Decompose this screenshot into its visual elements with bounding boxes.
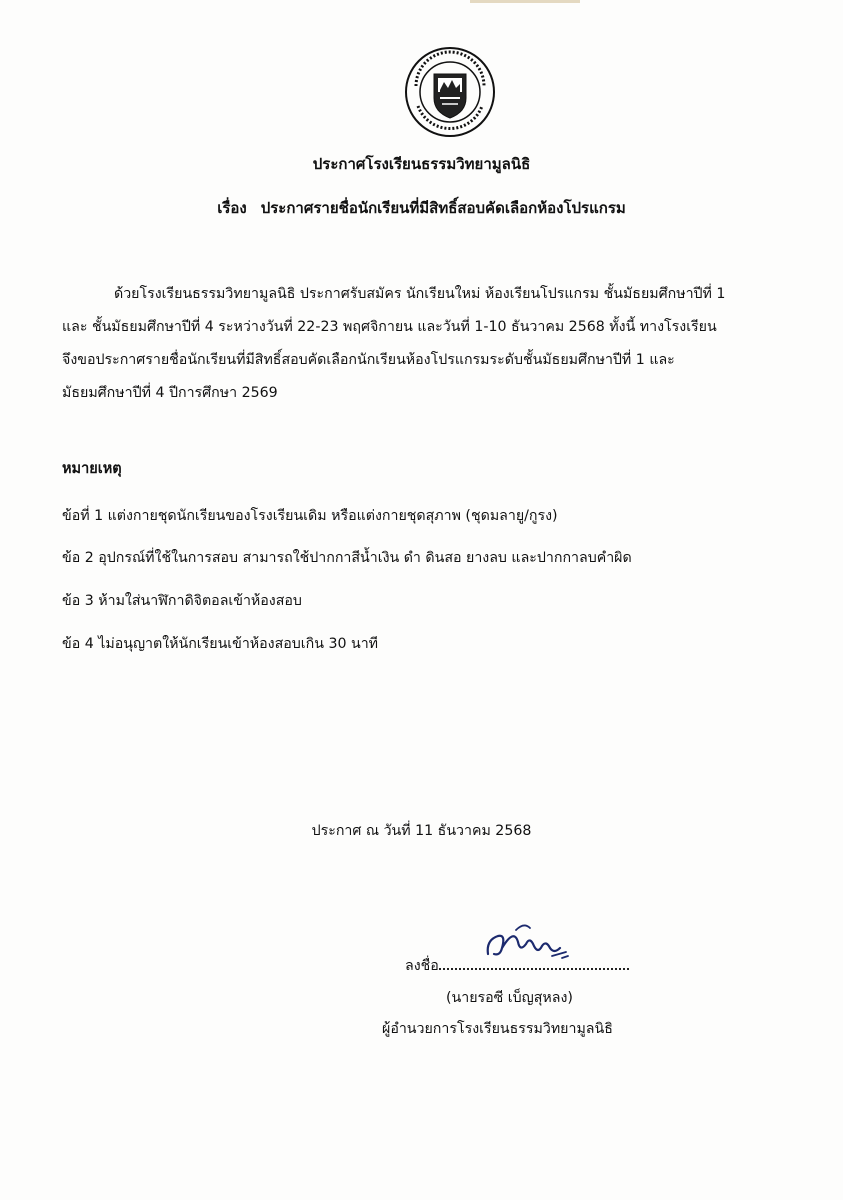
- subject-text: ประกาศรายชื่อนักเรียนที่มีสิทธิ์สอบคัดเลือกห้องโปรแกรม: [260, 199, 626, 217]
- scan-edge-mark: [470, 0, 580, 3]
- note-item-3: ข้อ 3 ห้ามใส่นาฬิกาดิจิตอลเข้าห้องสอบ: [62, 593, 302, 609]
- document-subject: [0, 196, 843, 220]
- body-line-3: จึงขอประกาศรายชื่อนักเรียนที่มีสิทธิ์สอบคัดเลือกนักเรียนห้องโปรแกรมระดับชั้นมัธยมศึกษาปีที่ 1 และ: [62, 352, 675, 368]
- note-item-2: ข้อ 2 อุปกรณ์ที่ใช้ในการสอบ สามารถใช้ปากกาสีน้ำเงิน ดำ ดินสอ ยางลบ และปากกาลบคำผิด: [62, 550, 632, 566]
- body-line-4: มัธยมศึกษาปีที่ 4 ปีการศึกษา 2569: [62, 385, 278, 401]
- signature-dots: [439, 955, 629, 970]
- sign-label: ลงชื่อ: [405, 958, 439, 974]
- school-seal-icon: [404, 46, 496, 138]
- note-item-4: ข้อ 4 ไม่อนุญาตให้นักเรียนเข้าห้องสอบเกิน 30 นาที: [62, 636, 379, 652]
- signature-line: [405, 955, 629, 977]
- signer-name: (นายรอซี เบ็ญสุหลง): [446, 990, 573, 1006]
- announce-date: ประกาศ ณ วันที่ 11 ธันวาคม 2568: [311, 823, 532, 839]
- document-title: ประกาศโรงเรียนธรรมวิทยามูลนิธิ: [312, 155, 531, 173]
- notes-title: หมายเหตุ: [62, 461, 122, 477]
- signer-title: ผู้อำนวยการโรงเรียนธรรมวิทยามูลนิธิ: [382, 1021, 613, 1037]
- note-item-1: ข้อที่ 1 แต่งกายชุดนักเรียนของโรงเรียนเดิม หรือแต่งกายชุดสุภาพ (ชุดมลายู/กูรง): [62, 508, 558, 524]
- body-line-2: และ ชั้นมัธยมศึกษาปีที่ 4 ระหว่างวันที่ 22-23 พฤศจิกายน และวันที่ 1-10 ธันวาคม 2568 ทั้งนี้ ทางโรงเรียน: [62, 319, 717, 335]
- subject-label: เรื่อง: [217, 199, 247, 217]
- body-line-1: ด้วยโรงเรียนธรรมวิทยามูลนิธิ ประกาศรับสมัคร นักเรียนใหม่ ห้องเรียนโปรแกรม ชั้นมัธยมศึกษาปีที่ 1: [114, 286, 726, 302]
